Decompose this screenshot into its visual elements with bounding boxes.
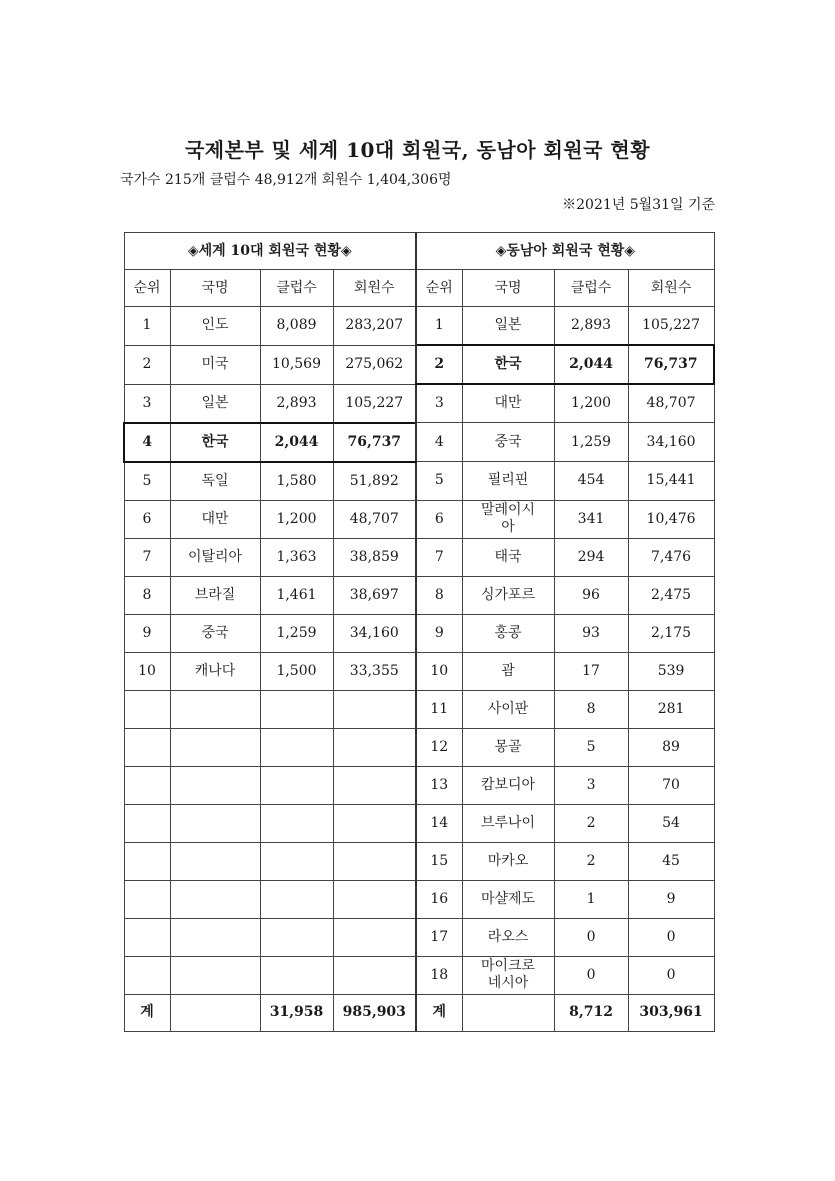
table-row [124,576,714,614]
left-cell-country [170,880,260,918]
left-cell-clubs: 1,259 [260,614,333,652]
left-cell-country: 인도 [170,307,260,346]
left-cell-members: 105,227 [333,384,416,423]
left-cell-members: 51,892 [333,462,416,501]
right-cell-clubs: 341 [554,500,628,538]
right-cell-rank: 5 [416,462,462,501]
as-of-date: ※2021년 5월31일 기준 [562,197,715,213]
right-col-clubs: 클럽수 [554,270,628,307]
left-cell-country: 캐나다 [170,652,260,690]
right-cell-members: 539 [628,652,714,690]
left-cell-clubs [260,766,333,804]
left-cell-country [170,956,260,994]
member-country-table [123,232,715,1032]
right-cell-country: 마샬제도 [462,880,554,918]
right-col-rank: 순위 [416,270,462,307]
right-cell-members: 9 [628,880,714,918]
left-cell-clubs: 8,089 [260,307,333,346]
right-cell-clubs: 1 [554,880,628,918]
right-cell-clubs: 1,200 [554,384,628,423]
right-cell-country: 일본 [462,307,554,346]
right-cell-clubs: 8 [554,690,628,728]
left-cell-members [333,804,416,842]
right-cell-members: 0 [628,956,714,994]
right-cell-country: 말레이시 아 [462,500,554,538]
left-cell-members: 275,062 [333,345,416,384]
left-cell-rank [124,766,170,804]
right-total-clubs: 8,712 [554,994,628,1031]
table-row [124,307,714,346]
right-cell-members: 105,227 [628,307,714,346]
left-col-clubs: 클럽수 [260,270,333,307]
table-row [124,804,714,842]
right-cell-members: 281 [628,690,714,728]
left-total-label: 계 [124,994,170,1031]
left-cell-country: 브라질 [170,576,260,614]
right-cell-members: 34,160 [628,423,714,462]
right-cell-rank: 8 [416,576,462,614]
left-cell-members [333,842,416,880]
right-cell-members: 76,737 [628,345,714,384]
left-cell-rank: 3 [124,384,170,423]
table-row [124,690,714,728]
left-cell-rank: 2 [124,345,170,384]
left-cell-country: 한국 [170,423,260,462]
right-total-members: 303,961 [628,994,714,1031]
left-cell-clubs [260,842,333,880]
left-total-members: 985,903 [333,994,416,1031]
right-cell-clubs: 294 [554,538,628,576]
right-cell-rank: 11 [416,690,462,728]
left-cell-rank: 1 [124,307,170,346]
right-cell-clubs: 1,259 [554,423,628,462]
left-cell-rank: 7 [124,538,170,576]
table-row [124,345,714,384]
right-cell-clubs: 5 [554,728,628,766]
left-cell-rank [124,880,170,918]
left-cell-country [170,918,260,956]
right-cell-country: 대만 [462,384,554,423]
right-cell-rank: 9 [416,614,462,652]
left-cell-clubs: 2,893 [260,384,333,423]
right-cell-rank: 16 [416,880,462,918]
summary-line: 국가수 215개 클럽수 48,912개 회원수 1,404,306명 [120,172,452,188]
right-cell-members: 70 [628,766,714,804]
left-cell-clubs [260,804,333,842]
table-row [124,766,714,804]
right-cell-country: 태국 [462,538,554,576]
left-cell-members [333,918,416,956]
right-cell-rank: 1 [416,307,462,346]
table-row [124,614,714,652]
left-cell-country [170,728,260,766]
table-row [124,538,714,576]
left-col-rank: 순위 [124,270,170,307]
right-cell-members: 48,707 [628,384,714,423]
right-cell-rank: 13 [416,766,462,804]
right-cell-rank: 6 [416,500,462,538]
right-cell-rank: 3 [416,384,462,423]
right-cell-country: 마카오 [462,842,554,880]
right-cell-country: 마이크로 네시아 [462,956,554,994]
right-cell-clubs: 3 [554,766,628,804]
table-row [124,462,714,501]
left-cell-members [333,690,416,728]
right-cell-clubs: 0 [554,956,628,994]
right-cell-rank: 4 [416,423,462,462]
table-row [124,384,714,423]
left-cell-country: 일본 [170,384,260,423]
right-cell-members: 10,476 [628,500,714,538]
left-cell-rank [124,804,170,842]
left-cell-country: 대만 [170,500,260,538]
right-section-header: ◈동남아 회원국 현황◈ [416,233,714,270]
total-row [124,994,714,1031]
right-cell-rank: 12 [416,728,462,766]
right-col-members: 회원수 [628,270,714,307]
right-cell-clubs: 454 [554,462,628,501]
right-cell-members: 45 [628,842,714,880]
left-cell-clubs: 2,044 [260,423,333,462]
left-col-members: 회원수 [333,270,416,307]
right-cell-country: 괌 [462,652,554,690]
right-total-blank [462,994,554,1031]
left-cell-rank [124,918,170,956]
left-cell-members: 38,859 [333,538,416,576]
left-cell-clubs [260,956,333,994]
right-cell-rank: 2 [416,345,462,384]
left-cell-clubs [260,728,333,766]
left-cell-clubs: 1,461 [260,576,333,614]
left-cell-clubs: 1,200 [260,500,333,538]
table-row [124,652,714,690]
right-cell-members: 15,441 [628,462,714,501]
right-cell-rank: 10 [416,652,462,690]
left-cell-members [333,956,416,994]
left-cell-members [333,728,416,766]
left-cell-rank: 6 [124,500,170,538]
left-cell-members: 283,207 [333,307,416,346]
right-cell-country: 중국 [462,423,554,462]
left-cell-rank: 4 [124,423,170,462]
left-cell-rank: 10 [124,652,170,690]
right-cell-clubs: 0 [554,918,628,956]
right-cell-clubs: 2,893 [554,307,628,346]
left-cell-rank [124,690,170,728]
left-cell-country: 이탈리아 [170,538,260,576]
left-cell-members: 76,737 [333,423,416,462]
left-cell-members: 38,697 [333,576,416,614]
right-cell-country: 몽골 [462,728,554,766]
right-cell-clubs: 93 [554,614,628,652]
left-cell-rank: 5 [124,462,170,501]
right-cell-members: 89 [628,728,714,766]
right-cell-clubs: 17 [554,652,628,690]
table-row [124,423,714,462]
left-cell-country [170,766,260,804]
left-cell-clubs: 1,580 [260,462,333,501]
right-cell-members: 7,476 [628,538,714,576]
left-cell-country [170,804,260,842]
left-cell-members: 33,355 [333,652,416,690]
right-cell-clubs: 2,044 [554,345,628,384]
left-cell-country [170,842,260,880]
right-cell-members: 54 [628,804,714,842]
left-cell-clubs: 1,363 [260,538,333,576]
page-title: 국제본부 및 세계 10대 회원국, 동남아 회원국 현황 [184,138,651,162]
right-cell-rank: 18 [416,956,462,994]
right-cell-country: 브루나이 [462,804,554,842]
left-col-country: 국명 [170,270,260,307]
left-cell-rank: 9 [124,614,170,652]
left-section-header: ◈세계 10대 회원국 현황◈ [124,233,416,270]
table-row [124,956,714,994]
right-cell-country: 필리핀 [462,462,554,501]
right-cell-country: 싱가포르 [462,576,554,614]
table-row [124,842,714,880]
right-cell-country: 캄보디아 [462,766,554,804]
right-cell-clubs: 96 [554,576,628,614]
right-cell-rank: 7 [416,538,462,576]
table-row [124,880,714,918]
left-cell-members: 48,707 [333,500,416,538]
right-cell-members: 2,175 [628,614,714,652]
right-total-label: 계 [416,994,462,1031]
right-cell-members: 2,475 [628,576,714,614]
left-cell-country [170,690,260,728]
right-cell-country: 한국 [462,345,554,384]
left-cell-country: 미국 [170,345,260,384]
left-cell-clubs: 1,500 [260,652,333,690]
left-total-clubs: 31,958 [260,994,333,1031]
right-cell-country: 라오스 [462,918,554,956]
right-cell-members: 0 [628,918,714,956]
left-cell-country: 독일 [170,462,260,501]
left-cell-rank: 8 [124,576,170,614]
left-cell-clubs [260,690,333,728]
left-cell-clubs [260,880,333,918]
right-col-country: 국명 [462,270,554,307]
right-cell-country: 홍콩 [462,614,554,652]
left-cell-members: 34,160 [333,614,416,652]
right-cell-clubs: 2 [554,804,628,842]
right-cell-clubs: 2 [554,842,628,880]
right-cell-country: 사이판 [462,690,554,728]
left-cell-rank [124,956,170,994]
left-cell-members [333,880,416,918]
left-cell-clubs [260,918,333,956]
left-cell-rank [124,728,170,766]
left-total-blank [170,994,260,1031]
left-cell-rank [124,842,170,880]
left-cell-country: 중국 [170,614,260,652]
right-cell-rank: 15 [416,842,462,880]
left-cell-clubs: 10,569 [260,345,333,384]
left-cell-members [333,766,416,804]
table-row [124,500,714,538]
table-row [124,728,714,766]
right-cell-rank: 14 [416,804,462,842]
right-cell-rank: 17 [416,918,462,956]
table-row [124,918,714,956]
